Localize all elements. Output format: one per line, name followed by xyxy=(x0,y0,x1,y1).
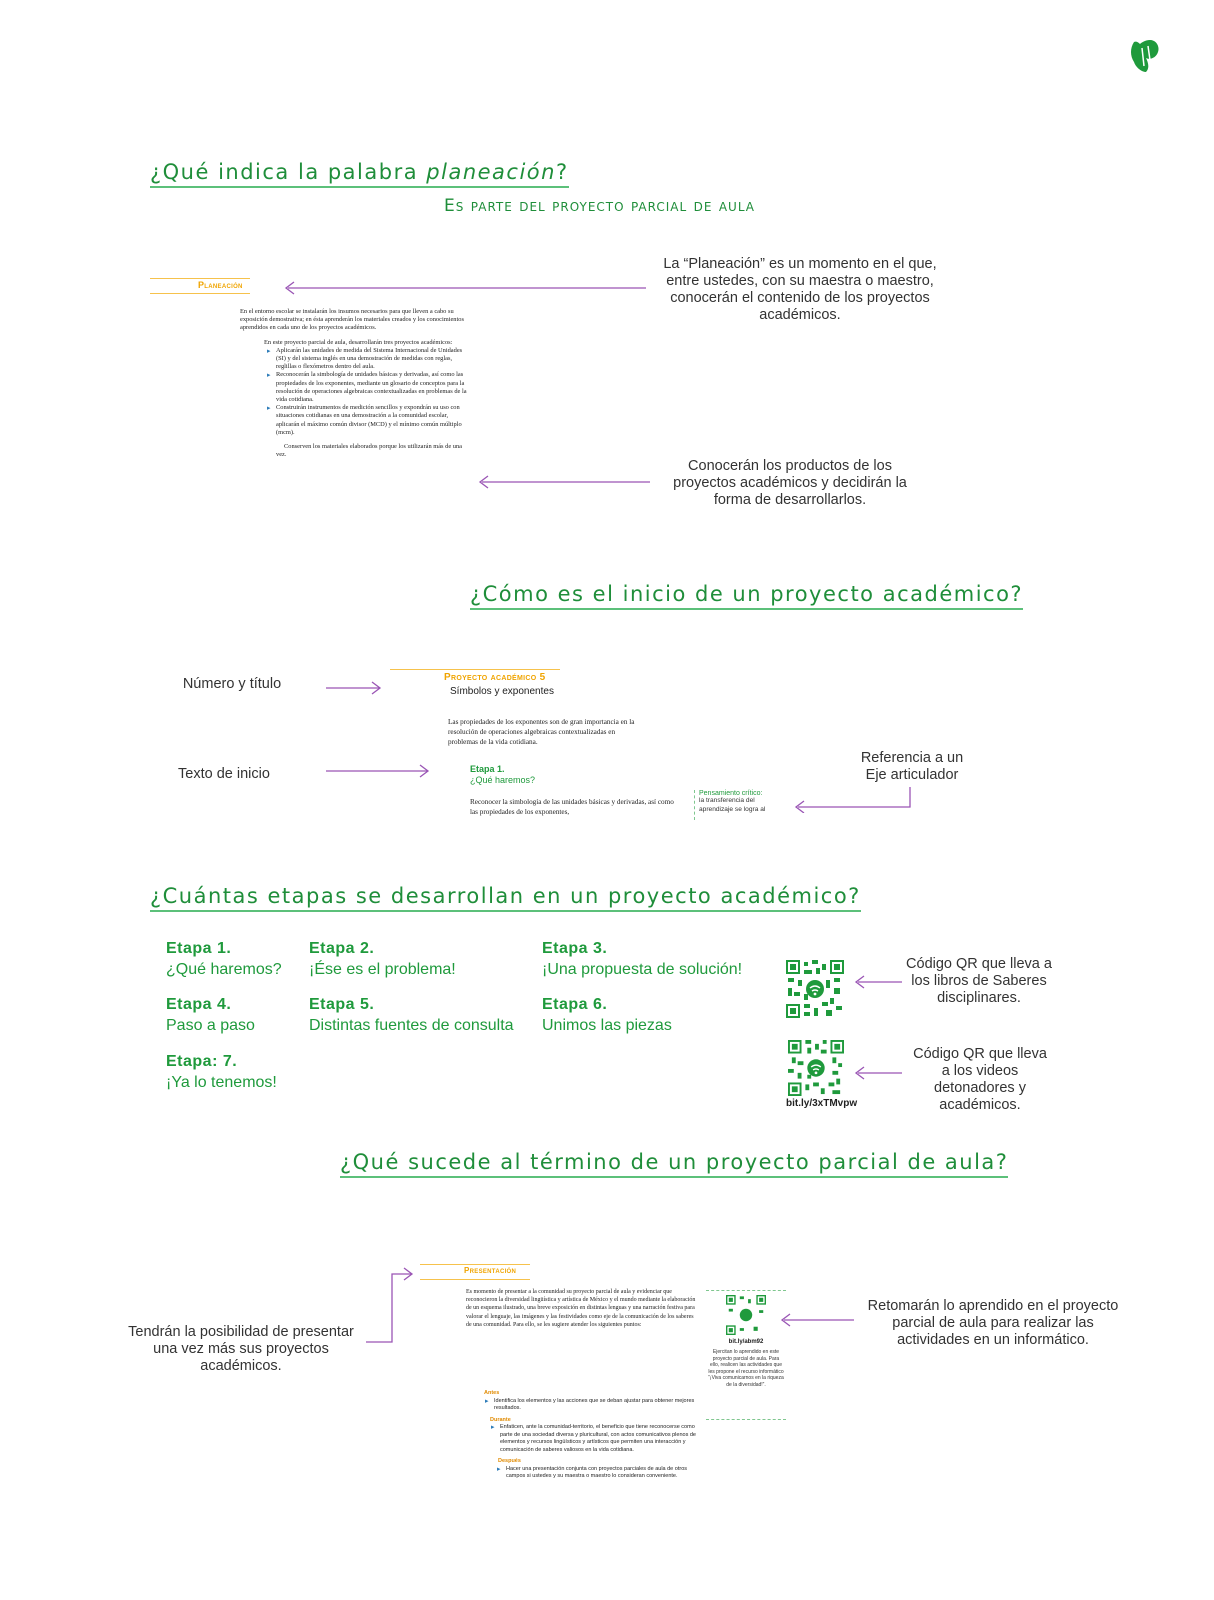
planeacion-mini-bullet: ▸ Construirán instrumentos de medición sencillos y expondrán su uso con situaciones cotidianas en una demostración a la comunidad escolar, aplicarán el máximo común divisor (MCD) y el mínimo común múltiplo (mcm). xyxy=(276,404,472,437)
planeacion-mini-text xyxy=(240,308,472,459)
after-label: Después xyxy=(498,1458,521,1464)
before-label: Antes xyxy=(484,1390,500,1396)
stage-item-3 xyxy=(542,940,742,979)
section4-title: ¿Qué sucede al término de un proyecto parcial de aula? xyxy=(340,1150,1008,1178)
during-label: Durante xyxy=(490,1416,511,1423)
stage-num: Etapa 3. xyxy=(542,940,608,957)
arrow-to-stage-text xyxy=(326,764,434,778)
planeacion-mini-p2: En este proyecto parcial de aula, desarrollarán tres proyectos académicos: xyxy=(264,338,453,346)
arrow-to-mini-qr xyxy=(776,1313,856,1327)
axis-text: la transferencia del aprendizaje se logra al xyxy=(699,797,766,813)
presentacion-label: Presentación xyxy=(464,1266,517,1275)
arrow-to-axis xyxy=(790,787,916,813)
mini-stage-name: ¿Qué haremos? xyxy=(470,775,536,785)
project-label: Proyecto académico 5 xyxy=(444,672,546,683)
mini-qr-url[interactable]: bit.ly/abm92 xyxy=(728,1339,764,1345)
stage-item-4 xyxy=(166,996,255,1035)
mini-stage-num: Etapa 1. xyxy=(470,764,505,774)
section1-subtitle: Es parte del proyecto parcial de aula xyxy=(444,196,755,216)
after-text: ▸ Hacer una presentación conjunta con proyectos parciales de aula de otros campos si ustedes y su maestra o maestro lo consideran conveniente. xyxy=(506,1466,700,1481)
mini-stage-text: Reconocer la simbología de las unidades básicas y derivadas, así como las propiedades de los exponentes, xyxy=(470,798,674,816)
arrow-to-project-title xyxy=(326,681,386,695)
planeacion-label: Planeación xyxy=(198,280,243,290)
axis-box xyxy=(694,790,789,820)
planeacion-mini-p1: En el entorno escolar se instalarán los insumos necesarios para que lleven a cabo su exposición demostrativa; en ésta aprenderán los materiales creados y los conocimientos aprendidos en cada uno de los proyectos académicos. xyxy=(240,308,464,332)
section3-title: ¿Cuántas etapas se desarrollan en un proyecto académico? xyxy=(150,884,861,912)
stage-item-1 xyxy=(166,940,282,979)
section2-title: ¿Cómo es el inicio de un proyecto académico? xyxy=(470,582,1023,610)
stage-item-7 xyxy=(166,1053,277,1092)
presentacion-mini-intro: Es momento de presentar a la comunidad su proyecto parcial de aula y evidenciar que reconocieron la diversidad lingüística y artística de México y el mundo mediante la elaboración de un esquema ilustrado, una breve exposición en distintas lenguas y una narración festiva para valorar el lenguaje, las imágenes y las festividades como eje de la comunicación de los saberes de una comunidad. Para ello, se les sugiere atender los siguientes puntos: xyxy=(466,1289,696,1328)
stage-name: ¡Ése es el problema! xyxy=(309,961,456,978)
planeacion-mini-bullet: ▸ Reconocerán la simbología de unidades básicas y derivadas, así como las propiedades de los exponentes, mediante un glosario de conceptos para la resolución de operaciones algebraicas contextualizadas en problemas de la vida cotidiana. xyxy=(276,371,472,404)
stage-item-2 xyxy=(309,940,456,979)
presentacion-qr-box xyxy=(706,1290,786,1420)
planeacion-mini-bullet: ▸ Aplicarán las unidades de medida del Sistema Internacional de Unidades (SI) y del sistema inglés en una demostración de medidas con reglas, reglillas o flexómetros dentro del aula. xyxy=(276,347,472,372)
stage-name: ¡Una propuesta de solución! xyxy=(542,961,743,978)
arrow-to-presentacion xyxy=(366,1266,418,1346)
before-text: ▸ Identifica los elementos y las acciones que se deban ajustar para obtener mejores resultados. xyxy=(494,1398,700,1413)
stage-num: Etapa 1. xyxy=(166,940,232,957)
arrow-to-qr-2 xyxy=(850,1066,904,1080)
annotation-planeacion: La “Planeación” es un momento en el que, entre ustedes, con su maestra o maestro, conocerán el contenido de los proyectos académicos. xyxy=(663,256,937,323)
stage-item-5 xyxy=(309,996,514,1035)
project-name: Símbolos y exponentes xyxy=(450,686,554,697)
stage-name: ¡Ya lo tenemos! xyxy=(166,1074,277,1091)
section1-title: ¿Qué indica la palabra planeación? xyxy=(150,160,569,188)
presentacion-mini-steps xyxy=(480,1390,700,1481)
planeacion-mini-p3: Conserven los materiales elaborados porque los utilizarán más de una vez. xyxy=(276,443,462,459)
stage-num: Etapa 5. xyxy=(309,996,375,1013)
qr-code-icon[interactable] xyxy=(788,1040,844,1096)
annotation-qr-1: Código QR que lleva a los libros de Saberes disciplinares. xyxy=(906,956,1052,1006)
qr-url[interactable]: bit.ly/3xTMvpw xyxy=(786,1098,858,1109)
qr-code-icon[interactable] xyxy=(726,1295,766,1335)
label-texto-inicio: Texto de inicio xyxy=(178,766,270,782)
axis-label: Pensamiento crítico: xyxy=(699,790,763,797)
stage-name: Distintas fuentes de consulta xyxy=(309,1017,514,1034)
qr-code-icon[interactable] xyxy=(786,960,844,1018)
stage-num: Etapa 4. xyxy=(166,996,232,1013)
stage-num: Etapa: 7. xyxy=(166,1053,238,1070)
label-referencia-eje: Referencia a un Eje articulador xyxy=(860,750,964,783)
stage-name: Paso a paso xyxy=(166,1017,255,1034)
stage-name: ¿Qué haremos? xyxy=(166,961,282,978)
project-intro-text: Las propiedades de los exponentes son de gran importancia en la resolución de operaciones algebraicas contextualizadas en problemas de la vida cotidiana. xyxy=(448,718,635,746)
stage-name: Unimos las piezas xyxy=(542,1017,672,1034)
arrow-to-planeacion xyxy=(280,281,650,295)
label-numero-titulo: Número y título xyxy=(182,676,282,692)
leaf-logo-icon xyxy=(1128,38,1164,76)
during-text: ▸ Enfaticen, ante la comunidad-territorio, el beneficio que tiene reconocerse como parte de una sociedad diversa y pluricultural, con actos comunicativos plenos de elementos y recursos lingüísticos y artísticos que permiten una interacción y comunicación de saberes valiosos en la vida cotidiana. xyxy=(500,1424,700,1454)
stage-item-6 xyxy=(542,996,672,1035)
annotation-qr-2: Código QR que lleva a los videos detonadores y académicos. xyxy=(913,1046,1047,1113)
stage-num: Etapa 6. xyxy=(542,996,608,1013)
annotation-presentar: Tendrán la posibilidad de presentar una vez más sus proyectos académicos. xyxy=(128,1324,354,1374)
stage-num: Etapa 2. xyxy=(309,940,375,957)
arrow-to-conserven xyxy=(474,475,654,489)
annotation-productos: Conocerán los productos de los proyectos académicos y decidirán la forma de desarrollarlos. xyxy=(673,458,907,508)
arrow-to-qr-1 xyxy=(850,975,904,989)
annotation-informatico: Retomarán lo aprendido en el proyecto parcial de aula para realizar las actividades en un informático. xyxy=(867,1298,1119,1348)
mini-qr-text: Ejercitan lo aprendido en este proyecto parcial de aula. Para ello, realicen las actividades que les propone el recurso informático “¡Viva comunicarnos en la riqueza de la diversidad!”. xyxy=(708,1349,784,1388)
